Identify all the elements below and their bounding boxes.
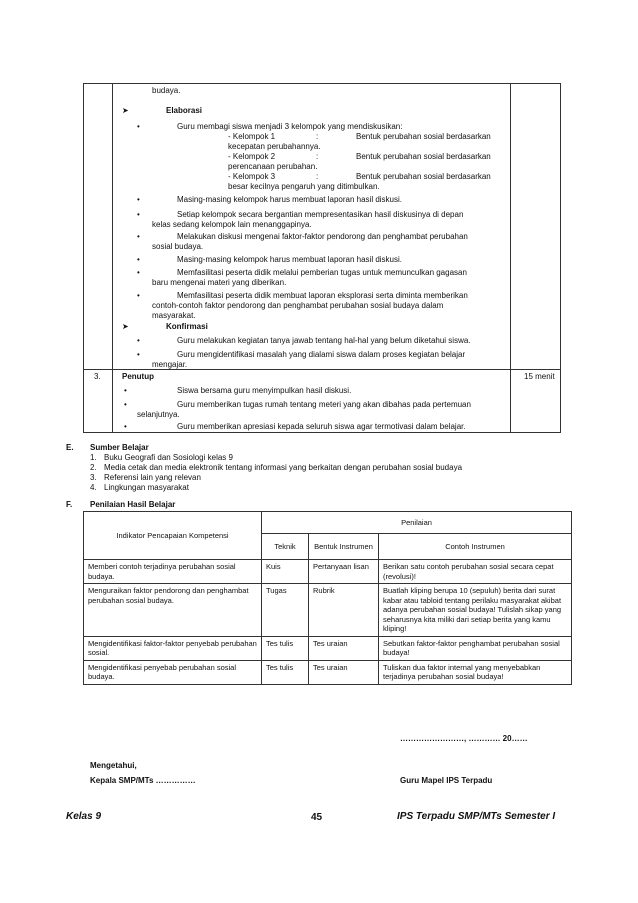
carryover-text: budaya. xyxy=(152,86,181,95)
table-row xyxy=(84,584,572,637)
bullet-icon: • xyxy=(124,400,127,409)
sumber-item: Buku Geografi dan Sosiologi kelas 9 xyxy=(104,453,233,462)
elaborasi-item-cont: baru mengenai materi yang diberikan. xyxy=(152,278,287,287)
penutup-time: 15 menit xyxy=(524,372,555,381)
cell-contoh: Tuliskan dua faktor internal yang menyebabkan terjadinya perubahan sosial budaya! xyxy=(379,660,572,684)
arrow-bullet-icon: ➤ xyxy=(122,322,129,331)
list-number: 2. xyxy=(90,463,97,472)
bullet-icon: • xyxy=(137,336,140,345)
cell-contoh: Sebutkan faktor-faktor penghambat perubahan sosial budaya! xyxy=(379,636,572,660)
penilaian-heading: Penilaian Hasil Belajar xyxy=(90,500,176,509)
cell-bentuk: Tes uraian xyxy=(309,636,379,660)
cell-teknik: Kuis xyxy=(262,560,309,584)
sumber-item: Referensi lain yang relevan xyxy=(104,473,201,482)
group-separator: : xyxy=(316,132,319,141)
elaborasi-item: Guru membagi siswa menjadi 3 kelompok yang mendiskusikan: xyxy=(177,122,403,131)
header-bentuk: Bentuk Instrumen xyxy=(309,534,379,560)
table-row xyxy=(84,660,572,684)
konfirmasi-item-cont: mengajar. xyxy=(152,360,188,369)
cell-teknik: Tes tulis xyxy=(262,636,309,660)
elaborasi-heading: Elaborasi xyxy=(166,106,203,115)
penutup-item: Guru memberikan apresiasi kepada seluruh siswa agar termotivasi dalam belajar. xyxy=(177,422,466,431)
guru-mapel-label: Guru Mapel IPS Terpadu xyxy=(400,776,493,785)
cell-teknik: Tes tulis xyxy=(262,660,309,684)
list-number: 4. xyxy=(90,483,97,492)
group-topic: Bentuk perubahan sosial berdasarkan xyxy=(356,152,491,161)
group-separator: : xyxy=(316,152,319,161)
table-row xyxy=(84,636,572,660)
elaborasi-item-cont: masyarakat. xyxy=(152,311,196,320)
arrow-bullet-icon: ➤ xyxy=(122,106,129,115)
group-name: - Kelompok 3 xyxy=(228,172,276,181)
bullet-icon: • xyxy=(137,210,140,219)
group-topic-cont: besar kecilnya pengaruh yang ditimbulkan. xyxy=(228,182,380,191)
header-penilaian: Penilaian xyxy=(262,512,572,534)
bullet-icon: • xyxy=(137,268,140,277)
bullet-icon: • xyxy=(137,350,140,359)
elaborasi-item: Masing-masing kelompok harus membuat laporan hasil diskusi. xyxy=(177,255,402,264)
bullet-icon: • xyxy=(137,195,140,204)
bullet-icon: • xyxy=(137,291,140,300)
elaborasi-item: Memfasilitasi peserta didik melalui pemberian tugas untuk memunculkan gagasan xyxy=(177,268,467,277)
column-divider xyxy=(510,84,511,432)
list-number: 1. xyxy=(90,453,97,462)
assessment-table xyxy=(83,511,572,685)
elaborasi-item: Memfasilitasi peserta didik membuat laporan eksplorasi serta diminta memberikan xyxy=(177,291,468,300)
penutup-number: 3. xyxy=(94,372,101,381)
konfirmasi-heading: Konfirmasi xyxy=(166,322,208,331)
column-divider xyxy=(112,84,113,432)
table-row xyxy=(84,560,572,584)
cell-contoh: Berikan satu contoh perubahan sosial secara cepat (revolusi)! xyxy=(379,560,572,584)
cell-indikator: Memberi contoh terjadinya perubahan sosial budaya. xyxy=(84,560,262,584)
cell-indikator: Mengidentifikasi faktor-faktor penyebab perubahan sosial. xyxy=(84,636,262,660)
bullet-icon: • xyxy=(137,122,140,131)
penutup-item: Siswa bersama guru menyimpulkan hasil diskusi. xyxy=(177,386,352,395)
penutup-item-cont: selanjutnya. xyxy=(137,410,180,419)
bullet-icon: • xyxy=(124,386,127,395)
group-name: - Kelompok 1 xyxy=(228,132,276,141)
header-indikator: Indikator Pencapaian Kompetensi xyxy=(84,512,262,560)
group-name: - Kelompok 2 xyxy=(228,152,276,161)
bullet-icon: • xyxy=(137,255,140,264)
header-teknik: Teknik xyxy=(262,534,309,560)
place-date: ……………………, ………… 20…… xyxy=(400,734,528,743)
cell-bentuk: Rubrik xyxy=(309,584,379,637)
list-number: 3. xyxy=(90,473,97,482)
footer-class: Kelas 9 xyxy=(66,811,102,822)
footer-title: IPS Terpadu SMP/MTs Semester I xyxy=(397,811,556,822)
konfirmasi-item: Guru melakukan kegiatan tanya jawab tentang hal-hal yang belum diketahui siswa. xyxy=(177,336,471,345)
elaborasi-item: Masing-masing kelompok harus membuat laporan hasil diskusi. xyxy=(177,195,402,204)
konfirmasi-item: Guru mengidentifikasi masalah yang dialami siswa dalam proses kegiatan belajar xyxy=(177,350,466,359)
section-letter: F. xyxy=(66,500,73,509)
section-letter: E. xyxy=(66,443,74,452)
group-topic-cont: perencanaan perubahan. xyxy=(228,162,318,171)
group-topic-cont: kecepatan perubahannya. xyxy=(228,142,321,151)
page-number: 45 xyxy=(311,812,323,823)
group-topic: Bentuk perubahan sosial berdasarkan xyxy=(356,172,491,181)
cell-bentuk: Tes uraian xyxy=(309,660,379,684)
group-topic: Bentuk perubahan sosial berdasarkan xyxy=(356,132,491,141)
cell-indikator: Menguraikan faktor pendorong dan penghambat perubahan sosial budaya. xyxy=(84,584,262,637)
mengetahui-label: Mengetahui, xyxy=(90,761,137,770)
sumber-item: Media cetak dan media elektronik tentang informasi yang berkaitan dengan perubahan sosial budaya xyxy=(104,463,463,472)
sumber-item: Lingkungan masyarakat xyxy=(104,483,189,492)
penutup-heading: Penutup xyxy=(122,372,154,381)
elaborasi-item-cont: kelas sedang kelompok lain menanggapinya. xyxy=(152,220,312,229)
elaborasi-item-cont: contoh-contoh faktor pendorong dan penghambat perubahan sosial budaya dalam xyxy=(152,301,444,310)
penutup-item: Guru memberikan tugas rumah tentang meteri yang akan dibahas pada pertemuan xyxy=(177,400,471,409)
elaborasi-item: Setiap kelompok secara bergantian mempresentasikan hasil diskusinya di depan xyxy=(177,210,464,219)
group-separator: : xyxy=(316,172,319,181)
cell-bentuk: Pertanyaan lisan xyxy=(309,560,379,584)
bullet-icon: • xyxy=(124,422,127,431)
elaborasi-item: Melakukan diskusi mengenai faktor-faktor pendorong dan penghambat perubahan xyxy=(177,232,468,241)
sumber-heading: Sumber Belajar xyxy=(90,443,149,452)
elaborasi-item-cont: sosial budaya. xyxy=(152,242,204,251)
cell-teknik: Tugas xyxy=(262,584,309,637)
kepala-sekolah-label: Kepala SMP/MTs …………… xyxy=(90,776,196,785)
cell-contoh: Buatlah kliping berupa 10 (sepuluh) berita dari surat kabar atau tabloid tentang perilaku masyarakat akibat adanya perubahan sosial budaya! Tulislah sikap yang seharusnya kita miliki dari setiap berita yang kamu kliping! xyxy=(379,584,572,637)
header-contoh: Contoh Instrumen xyxy=(379,534,572,560)
bullet-icon: • xyxy=(137,232,140,241)
cell-indikator: Mengidentifikasi penyebab perubahan sosial budaya. xyxy=(84,660,262,684)
